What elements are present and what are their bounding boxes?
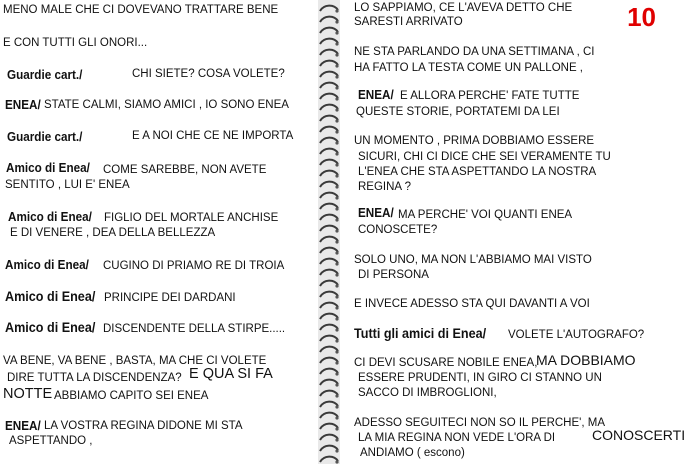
spiral-hole (335, 372, 338, 375)
spiral-coil (320, 127, 338, 132)
text-line: FIGLIO DEL MORTALE ANCHISE (104, 212, 279, 224)
spiral-hole (335, 306, 338, 309)
spiral-hole (335, 207, 338, 210)
spiral-hole (335, 317, 338, 320)
spiral-hole (335, 185, 338, 188)
spiral-hole (335, 108, 338, 111)
text-line: CHI SIETE? COSA VOLETE? (132, 68, 285, 80)
spiral-coil (320, 369, 338, 374)
spiral-hole (335, 449, 338, 452)
text-line: DISCENDENTE DELLA STIRPE..... (103, 323, 286, 335)
spiral-hole (335, 141, 338, 144)
text-line: CONOSCETE? (358, 224, 438, 236)
speaker-label: Amico di Enea/ (6, 160, 90, 175)
speaker-label: ENEA/ (358, 87, 394, 102)
right-page (340, 0, 685, 464)
spiral-coil (320, 358, 338, 363)
spiral-coil (320, 226, 338, 231)
spiral-hole (335, 97, 338, 100)
text-line: ESSERE PRUDENTI, IN GIRO CI STANNO UN (358, 372, 602, 384)
spiral-coil (320, 193, 338, 198)
spiral-hole (335, 31, 338, 34)
speaker-label: Guardie cart./ (7, 67, 83, 82)
spiral-coil (320, 314, 338, 319)
spiral-hole (335, 86, 338, 89)
text-line: PRINCIPE DEI DARDANI (104, 292, 236, 304)
spiral-coil (320, 413, 338, 418)
spiral-hole (335, 328, 338, 331)
text-line: E DI VENERE , DEA DELLA BELLEZZA (10, 227, 216, 239)
text-line: REGINA ? (358, 181, 412, 193)
text-line-large: E QUA SI FA (189, 366, 273, 382)
spiral-coil (320, 237, 338, 242)
speaker-label: ENEA/ (5, 97, 41, 112)
speaker-label: Amico di Enea/ (5, 319, 96, 335)
text-line: SENTITO , LUI E' ENEA (5, 179, 130, 191)
text-line: ASPETTANDO , (9, 435, 93, 447)
spiral-hole (335, 438, 338, 441)
spiral-hole (335, 218, 338, 221)
spiral-hole (335, 405, 338, 408)
text-line: SARESTI ARRIVATO (354, 16, 463, 28)
spiral-coil (320, 336, 338, 341)
spiral-coil (320, 94, 338, 99)
text-line: VOLETE L'AUTOGRAFO? (508, 329, 645, 341)
spiral-coil (320, 248, 338, 253)
text-line: DI PERSONA (358, 269, 429, 281)
text-line: L'ENEA CHE STA ASPETTANDO LA NOSTRA (358, 166, 597, 178)
spiral-coils-icon (318, 0, 340, 464)
spiral-hole (335, 64, 338, 67)
speaker-label: Amico di Enea/ (5, 257, 89, 272)
spiral-coil (320, 325, 338, 330)
spiral-coil (320, 105, 338, 110)
spiral-hole (335, 163, 338, 166)
text-line: MENO MALE CHE CI DOVEVANO TRATTARE BENE (3, 4, 279, 16)
spiral-hole (335, 196, 338, 199)
spiral-hole (335, 361, 338, 364)
spiral-hole (335, 9, 338, 12)
text-line: CUGINO DI PRIAMO RE DI TROIA (103, 260, 285, 272)
spiral-hole (335, 174, 338, 177)
spiral-coil (320, 435, 338, 440)
spiral-coil (320, 204, 338, 209)
text-line-large: CONOSCERTI (592, 427, 685, 443)
spiral-hole (335, 460, 338, 463)
spiral-coil (320, 160, 338, 165)
text-line: ADESSO SEGUITECI NON SO IL PERCHE', MA (354, 417, 605, 429)
speaker-label: Amico di Enea/ (8, 209, 92, 224)
text-line: VA BENE, VA BENE , BASTA, MA CHE CI VOLETE (3, 355, 267, 367)
text-line: QUESTE STORIE, PORTATEMI DA LEI (356, 106, 560, 118)
spiral-coil (320, 259, 338, 264)
spiral-coil (320, 149, 338, 154)
spiral-coil (320, 6, 338, 11)
spiral-coil (320, 281, 338, 286)
text-line: CI DEVI SCUSARE NOBILE ENEA, (354, 357, 538, 369)
spiral-coil (320, 380, 338, 385)
spiral-hole (335, 273, 338, 276)
text-line: STATE CALMI, SIAMO AMICI , IO SONO ENEA (44, 99, 289, 111)
text-line: NE STA PARLANDO DA UNA SETTIMANA , CI (354, 46, 595, 58)
spiral-hole (335, 42, 338, 45)
spiral-coil (320, 83, 338, 88)
spiral-hole (335, 284, 338, 287)
spiral-hole (335, 240, 338, 243)
text-line: ABBIAMO CAPITO SEI ENEA (54, 390, 209, 402)
spiral-coil (320, 39, 338, 44)
text-line: DIRE TUTTA LA DISCENDENZA? (7, 372, 182, 384)
spiral-coil (320, 182, 338, 187)
spiral-hole (335, 53, 338, 56)
spiral-hole (335, 229, 338, 232)
spiral-hole (335, 295, 338, 298)
text-line: ANDIAMO ( escono) (360, 447, 465, 459)
spiral-hole (335, 130, 338, 133)
spiral-coil (320, 50, 338, 55)
spiral-hole (335, 75, 338, 78)
spiral-coil (320, 116, 338, 121)
text-line: LA MIA REGINA NON VEDE L'ORA DI (358, 432, 556, 444)
spiral-hole (335, 416, 338, 419)
text-line-large: NOTTE (3, 386, 53, 402)
text-line: LO SAPPIAMO, CE L'AVEVA DETTO CHE (354, 2, 573, 14)
notebook-spiral-binding (318, 0, 340, 464)
spiral-hole (335, 394, 338, 397)
spiral-coil (320, 424, 338, 429)
spiral-coil (320, 292, 338, 297)
text-line-large: MA DOBBIAMO (536, 352, 636, 368)
spiral-coil (320, 138, 338, 143)
text-line: LA VOSTRA REGINA DIDONE MI STA (44, 420, 243, 432)
spiral-coil (320, 61, 338, 66)
text-line: E ALLORA PERCHE' FATE TUTTE (400, 90, 580, 102)
page-number: 10 (627, 2, 656, 32)
text-line: SICURI, CHI CI DICE CHE SEI VERAMENTE TU (358, 151, 611, 163)
text-line: HA FATTO LA TESTA COME UN PALLONE , (354, 62, 584, 74)
text-line: E CON TUTTI GLI ONORI... (3, 37, 148, 49)
spiral-coil (320, 303, 338, 308)
spiral-hole (335, 262, 338, 265)
spiral-coil (320, 171, 338, 176)
text-line: SOLO UNO, MA NON L'ABBIAMO MAI VISTO (354, 254, 592, 266)
left-page (0, 0, 320, 464)
spiral-coil (320, 215, 338, 220)
text-line: COME SAREBBE, NON AVETE (103, 164, 267, 176)
spiral-coil (320, 347, 338, 352)
spiral-hole (335, 339, 338, 342)
text-line: E INVECE ADESSO STA QUI DAVANTI A VOI (354, 298, 590, 310)
spiral-coil (320, 391, 338, 396)
spiral-coil (320, 457, 338, 462)
spiral-hole (335, 383, 338, 386)
text-line: UN MOMENTO , PRIMA DOBBIAMO ESSERE (354, 135, 595, 147)
speaker-label: Guardie cart./ (7, 129, 83, 144)
speaker-label: Tutti gli amici di Enea/ (354, 325, 487, 341)
speaker-label: ENEA/ (358, 205, 394, 220)
spiral-hole (335, 350, 338, 353)
spiral-hole (335, 251, 338, 254)
spiral-coil (320, 446, 338, 451)
text-line: SACCO DI IMBROGLIONI, (358, 387, 497, 399)
speaker-label: ENEA/ (5, 418, 41, 433)
spiral-hole (335, 152, 338, 155)
spiral-hole (335, 427, 338, 430)
spiral-hole (335, 119, 338, 122)
spiral-coil (320, 402, 338, 407)
speaker-label: Amico di Enea/ (5, 288, 96, 304)
spiral-coil (320, 72, 338, 77)
spiral-coil (320, 28, 338, 33)
text-line: E A NOI CHE CE NE IMPORTA (132, 130, 294, 142)
spiral-coil (320, 17, 338, 22)
text-line: MA PERCHE' VOI QUANTI ENEA (398, 209, 573, 221)
spiral-hole (335, 20, 338, 23)
spiral-coil (320, 270, 338, 275)
